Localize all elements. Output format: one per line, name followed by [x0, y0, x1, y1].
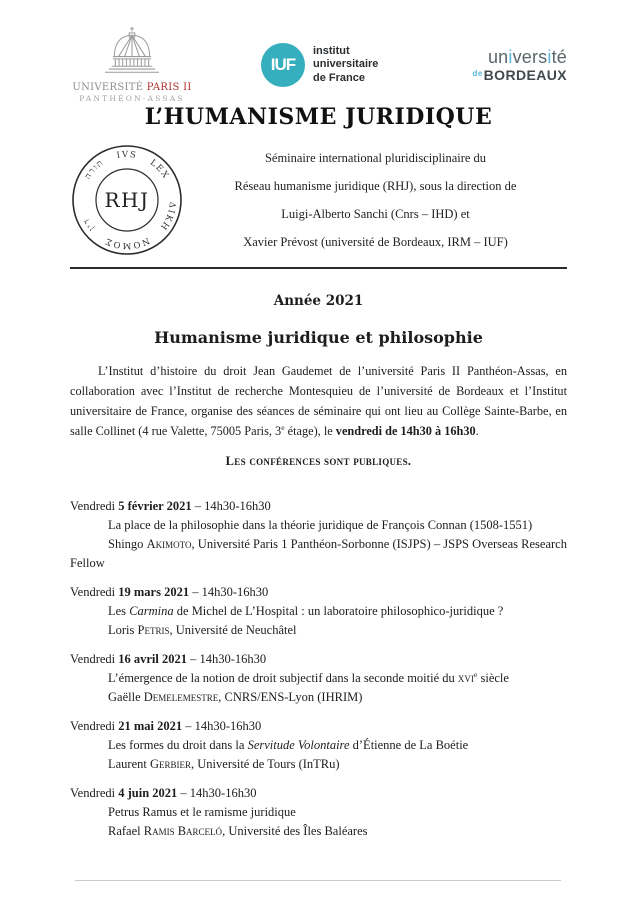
- text-segment: Ramis Barceló: [143, 824, 223, 838]
- text-segment: L’Institut d’histoire du droit Jean Gaudemet de l’université Paris II Panthéon-Assas, en collaboration avec l’Institut de recherche Montesquieu de l’université de Bordeaux et l’Institut universitaire de France, organise des séances de séminaire qui ont lieu au Collège Sainte-Barbe, en salle Collinet (4 rue Valette, 75005 Paris, 3: [70, 364, 567, 438]
- session-day-label: Vendredi: [70, 719, 119, 733]
- session-entry: [70, 497, 567, 573]
- bordeaux-bordeaux-label: [473, 66, 567, 83]
- session-date-line: [70, 583, 567, 602]
- logo-universite-paris2: [70, 26, 194, 103]
- seminar-intro: [184, 152, 567, 249]
- intro-line1: Séminaire international pluridisciplinaire du: [264, 150, 487, 165]
- text-segment: siècle: [477, 671, 509, 685]
- text-segment: Les formes du droit dans la: [108, 738, 248, 752]
- session-time: – 14h30-16h30: [182, 719, 262, 733]
- paris2-pantheon-assas-label: PANTHÉON-ASSAS: [79, 94, 185, 103]
- text-segment: té: [551, 47, 567, 67]
- session-speaker: [70, 535, 567, 573]
- logo-iuf: [261, 43, 378, 87]
- session-title: [70, 736, 567, 755]
- text-segment: Servitude Volontaire: [247, 738, 350, 752]
- year-heading: Année 2021: [273, 293, 364, 309]
- text-segment: , Université de Neuchâtel: [169, 623, 297, 637]
- text-segment: Rafael: [108, 824, 144, 838]
- text-segment: de Michel de L’Hospital : un laboratoire philosophico-juridique ?: [173, 604, 504, 618]
- session-day-label: Vendredi: [70, 499, 119, 513]
- text-segment: L’émergence de la notion de droit subjectif dans la seconde moitié du: [108, 671, 458, 685]
- session-speaker: [70, 688, 567, 707]
- text-segment: Carmina: [129, 604, 174, 618]
- session-time: – 14h30-16h30: [187, 652, 267, 666]
- session-speaker: [70, 822, 567, 841]
- seal-ring-word-din: דין: [81, 215, 97, 233]
- text-segment: , CNRS/ENS-Lyon (IHRIM): [218, 690, 363, 704]
- session-date-value: 19 mars 2021: [118, 585, 190, 599]
- text-segment: i: [508, 47, 513, 67]
- theme-heading: Humanisme juridique et philosophie: [154, 328, 483, 347]
- text-segment: Petris: [137, 623, 170, 637]
- seal-ring-word-lex: LEX: [147, 157, 171, 182]
- header-logos: [0, 0, 637, 103]
- session-date-value: 16 avril 2021: [118, 652, 187, 666]
- iuf-line1: institut: [313, 44, 350, 57]
- session-entry: [70, 717, 567, 774]
- session-time: – 14h30-16h30: [177, 786, 257, 800]
- text-segment: xvi: [457, 671, 474, 685]
- session-speaker: [70, 755, 567, 774]
- text-segment: Les: [108, 604, 130, 618]
- svg-text:LEX: [148, 158, 171, 181]
- seal-ring-word-dike: ΔΙΚΗ: [157, 201, 178, 233]
- paris2-name-line: [70, 82, 194, 93]
- separator-rule: [70, 267, 567, 269]
- text-segment: vendredi de 14h30 à 16h30: [335, 424, 476, 438]
- text-segment: Gerbier: [150, 757, 192, 771]
- svg-text:תורה: [83, 158, 106, 182]
- session-date-value: 5 février 2021: [118, 499, 192, 513]
- session-date-line: [70, 717, 567, 736]
- seal-and-intro-row: [0, 143, 637, 257]
- session-day-label: Vendredi: [70, 786, 119, 800]
- text-segment: Shingo: [108, 537, 147, 551]
- session-date-value: 4 juin 2021: [118, 786, 178, 800]
- session-title: [70, 602, 567, 621]
- public-notice: Les conférences sont publiques.: [225, 454, 412, 468]
- session-date-line: [70, 784, 567, 803]
- svg-text:דין: [81, 216, 97, 233]
- text-segment: étage), le: [284, 424, 336, 438]
- bordeaux-universite-label: [473, 48, 567, 66]
- text-segment: e: [473, 669, 478, 679]
- svg-text:IVS: [116, 150, 138, 161]
- text-segment: d’Étienne de La Boétie: [349, 738, 469, 752]
- text-segment: La place de la philosophie dans la théorie juridique de François Connan (1508-1551): [108, 518, 533, 532]
- session-day-label: Vendredi: [70, 585, 119, 599]
- text-segment: Loris: [108, 623, 138, 637]
- seal-ring-word-nomos: ΝΟΜΟΣ: [103, 235, 151, 251]
- logo-universite-bordeaux: [473, 48, 567, 83]
- session-date-value: 21 mai 2021: [118, 719, 183, 733]
- session-entry: [70, 583, 567, 640]
- text-segment: Demelemestre: [143, 690, 219, 704]
- intro-line3: Luigi-Alberto Sanchi (Cnrs – IHD) et: [281, 206, 470, 221]
- pantheon-dome-icon: [101, 26, 163, 76]
- iuf-wordmark: [313, 45, 378, 86]
- paris2-universite-label: UNIVERSITÉ: [72, 82, 144, 93]
- session-title: [70, 516, 567, 535]
- iuf-line3: de France: [313, 71, 365, 84]
- session-title: [70, 803, 567, 822]
- session-date-line: [70, 497, 567, 516]
- text-segment: vers: [512, 47, 548, 67]
- bordeaux-city-label: BORDEAUX: [483, 67, 567, 83]
- intro-line4: Xavier Prévost (université de Bordeaux, IRM – IUF): [243, 234, 508, 249]
- document-title: L’HUMANISME JURIDIQUE: [144, 104, 493, 130]
- seal-ring-word-torah: תורה: [83, 157, 107, 182]
- svg-text:ΝΟΜΟΣ: [103, 235, 151, 250]
- text-segment: un: [487, 47, 509, 67]
- text-segment: , Université de Tours (InTRu): [191, 757, 340, 771]
- iuf-circle-icon: IUF: [261, 43, 305, 87]
- text-segment: .: [475, 424, 479, 438]
- bordeaux-de-label: de: [472, 69, 483, 78]
- session-day-label: Vendredi: [70, 652, 119, 666]
- presentation-paragraph: [70, 361, 567, 441]
- session-list: [70, 497, 567, 841]
- text-segment: Akimoto: [146, 537, 192, 551]
- intro-line2: Réseau humanisme juridique (RHJ), sous la direction de: [234, 178, 517, 193]
- paris2-parisii-label: PARIS II: [146, 82, 192, 93]
- text-segment: e: [281, 422, 285, 432]
- session-entry: [70, 650, 567, 707]
- seal-ring-word-ivs: IVS: [115, 149, 138, 162]
- footer-rule: [75, 880, 561, 881]
- seal-center-label: RHJ: [104, 188, 150, 212]
- text-segment: Laurent: [108, 757, 150, 771]
- session-title: [70, 669, 567, 688]
- text-segment: , Université des Îles Baléares: [222, 824, 368, 838]
- session-speaker: [70, 621, 567, 640]
- text-segment: , Université Paris 1 Panthéon-Sorbonne (ISJPS) – JSPS Overseas Research Fellow: [70, 537, 567, 570]
- session-date-line: [70, 650, 567, 669]
- session-time: – 14h30-16h30: [191, 499, 271, 513]
- text-segment: Petrus Ramus et le ramisme juridique: [108, 805, 296, 819]
- rhj-seal-icon: [70, 143, 184, 257]
- iuf-line2: universitaire: [313, 58, 379, 71]
- text-segment: i: [547, 47, 552, 67]
- session-entry: [70, 784, 567, 841]
- session-time: – 14h30-16h30: [189, 585, 269, 599]
- text-segment: Gaëlle: [108, 690, 144, 704]
